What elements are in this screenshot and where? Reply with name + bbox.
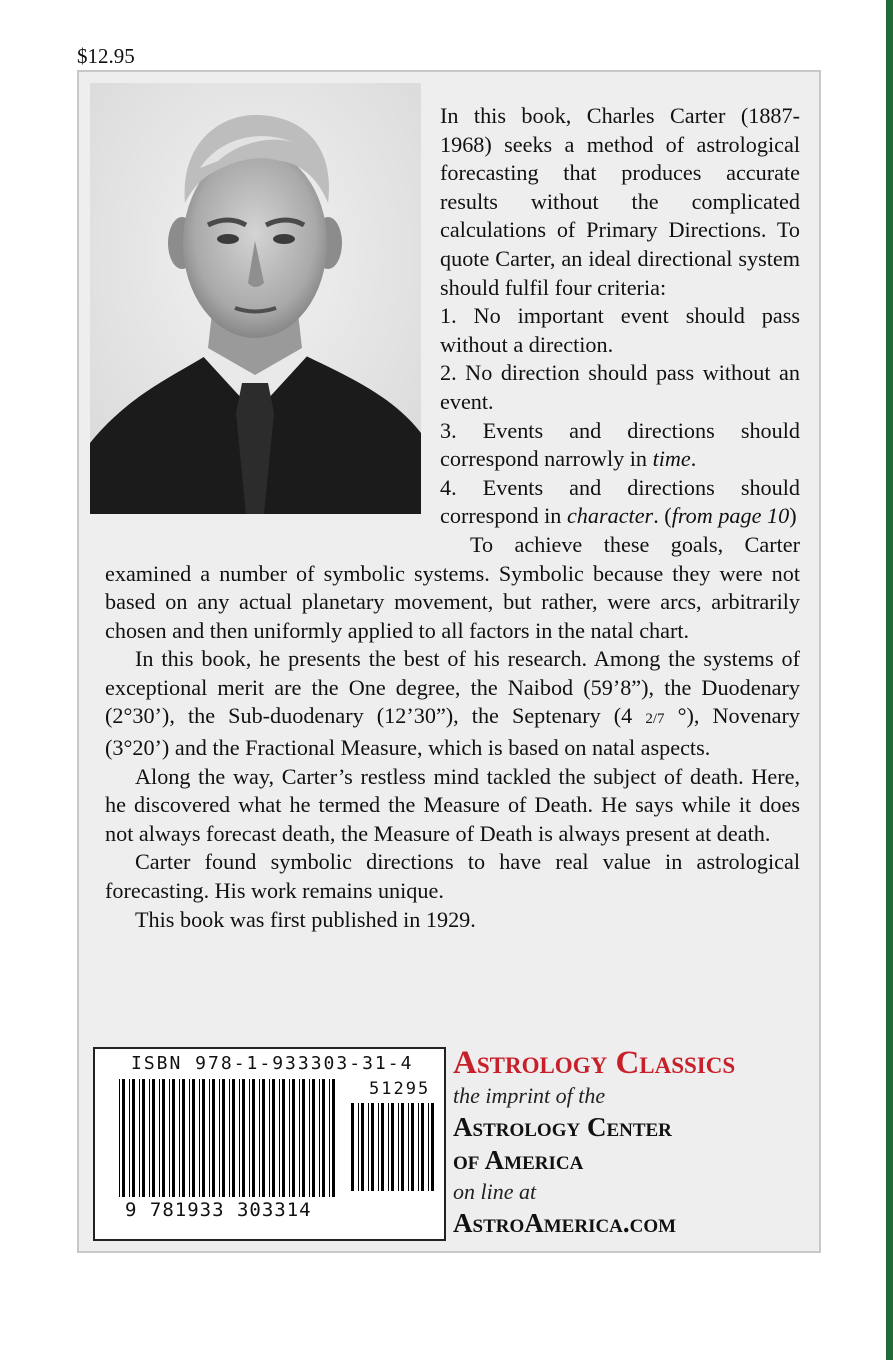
price-code-label: 51295 xyxy=(369,1079,431,1099)
barcode-stripe xyxy=(209,1079,210,1197)
goals-paragraph: To achieve these goals, Carter examined a number of symbolic systems. Symbolic because they were not based on any actual planetary movement, but rather, were arcs, arbitrarily chosen and then uniformly applied to all factors in the natal chart. xyxy=(105,531,800,643)
barcode-stripe xyxy=(391,1103,394,1191)
death-paragraph: Along the way, Carter’s restless mind tackled the subject of death. Here, he discovered what he termed the Measure of Death. He says while it does not always forecast death, the Measure of Death is always present at death. xyxy=(105,763,800,846)
isbn-barcode xyxy=(93,1047,446,1241)
online-line: on line at xyxy=(453,1179,537,1204)
barcode-stripe xyxy=(351,1103,354,1191)
barcode-stripe xyxy=(119,1079,120,1197)
imprint-of-line: the imprint of the xyxy=(453,1083,606,1108)
back-cover-panel xyxy=(77,70,821,1253)
cover-edge-strip xyxy=(886,0,893,1360)
source-reference: from page 10 xyxy=(671,503,790,529)
addon-barcode-bars xyxy=(351,1103,437,1191)
barcode-stripe xyxy=(292,1079,295,1197)
price-label: $12.95 xyxy=(77,44,135,68)
publisher-block xyxy=(453,1047,813,1240)
ean-barcode-bars xyxy=(119,1079,339,1197)
research-paragraph: In this book, he presents the best of his research. Among the systems of exceptional merit are the One degree, the Naibod (59’8”), the Duodenary (2°30’), the Sub-duodenary (12’30”), the Septenary (4 2/7 °), Novenary (3°20’) and the Fractional Measure, which is based on natal aspects. xyxy=(105,646,801,761)
barcode-stripe xyxy=(279,1079,280,1197)
barcode-stripe xyxy=(229,1079,230,1197)
barcode-stripe xyxy=(142,1079,145,1197)
barcode-stripe xyxy=(192,1079,195,1197)
barcode-stripe xyxy=(162,1079,165,1197)
published-paragraph: This book was first published in 1929. xyxy=(135,906,476,932)
description-text xyxy=(105,102,800,934)
barcode-stripe xyxy=(152,1079,155,1197)
barcode-stripe xyxy=(242,1079,245,1197)
barcode-stripe xyxy=(269,1079,270,1197)
criterion-4: 4. Events and directions should correspond in character. (from page 10) xyxy=(440,474,800,529)
barcode-stripe xyxy=(378,1103,379,1191)
barcode-stripe xyxy=(309,1079,310,1197)
intro-paragraph: In this book, Charles Carter (1887-1968) seeks a method of astrological forecasting that produces accurate results without the complicated calculations of Primary Directions. To quote Carter, an ideal directional system should fulfil four criteria: xyxy=(440,103,800,300)
barcode-stripe xyxy=(302,1079,305,1197)
barcode-stripe xyxy=(329,1079,330,1197)
barcode-stripe xyxy=(381,1103,384,1191)
barcode-stripe xyxy=(322,1079,325,1197)
isbn-label: ISBN 978-1-933303-31-4 xyxy=(131,1053,414,1074)
center-name-line1: Astrology Center xyxy=(453,1112,672,1142)
barcode-stripe xyxy=(388,1103,389,1191)
barcode-stripe xyxy=(312,1079,315,1197)
criterion-2: 2. No direction should pass without an event. xyxy=(440,360,800,414)
barcode-stripe xyxy=(428,1103,429,1191)
barcode-stripe xyxy=(132,1079,135,1197)
criterion-1: 1. No important event should pass without a direction. xyxy=(440,303,800,357)
barcode-stripe xyxy=(358,1103,359,1191)
barcode-stripe xyxy=(371,1103,374,1191)
barcode-stripe xyxy=(319,1079,320,1197)
barcode-stripe xyxy=(282,1079,285,1197)
barcode-stripe xyxy=(219,1079,220,1197)
criterion-3: 3. Events and directions should correspond narrowly in time. xyxy=(440,417,800,472)
barcode-stripe xyxy=(172,1079,175,1197)
barcode-stripe xyxy=(129,1079,130,1197)
barcode-stripe xyxy=(332,1079,335,1197)
barcode-stripe xyxy=(368,1103,369,1191)
center-name-line2: of America xyxy=(453,1145,584,1175)
value-paragraph: Carter found symbolic directions to have real value in astrological forecasting. His work remains unique. xyxy=(105,849,800,904)
barcode-stripe xyxy=(272,1079,275,1197)
barcode-stripe xyxy=(418,1103,419,1191)
barcode-stripe xyxy=(159,1079,160,1197)
barcode-stripe xyxy=(398,1103,399,1191)
barcode-stripe xyxy=(169,1079,170,1197)
barcode-stripe xyxy=(189,1079,190,1197)
barcode-stripe xyxy=(222,1079,225,1197)
barcode-stripe xyxy=(361,1103,364,1191)
barcode-stripe xyxy=(299,1079,300,1197)
barcode-digits: 9 781933 303314 xyxy=(125,1199,312,1221)
barcode-stripe xyxy=(199,1079,200,1197)
barcode-stripe xyxy=(232,1079,235,1197)
imprint-title: Astrology Classics xyxy=(453,1045,736,1081)
barcode-stripe xyxy=(202,1079,205,1197)
barcode-stripe xyxy=(182,1079,185,1197)
portrait-spacer xyxy=(105,102,440,542)
barcode-stripe xyxy=(262,1079,265,1197)
website-link[interactable]: AstroAmerica.com xyxy=(453,1208,677,1238)
barcode-stripe xyxy=(408,1103,409,1191)
barcode-stripe xyxy=(122,1079,125,1197)
barcode-stripe xyxy=(249,1079,250,1197)
barcode-stripe xyxy=(411,1103,414,1191)
barcode-stripe xyxy=(401,1103,404,1191)
barcode-stripe xyxy=(149,1079,150,1197)
barcode-stripe xyxy=(179,1079,180,1197)
barcode-stripe xyxy=(239,1079,240,1197)
barcode-stripe xyxy=(289,1079,290,1197)
barcode-stripe xyxy=(259,1079,260,1197)
barcode-stripe xyxy=(421,1103,424,1191)
barcode-stripe xyxy=(431,1103,434,1191)
barcode-stripe xyxy=(212,1079,215,1197)
barcode-stripe xyxy=(139,1079,140,1197)
barcode-stripe xyxy=(252,1079,255,1197)
